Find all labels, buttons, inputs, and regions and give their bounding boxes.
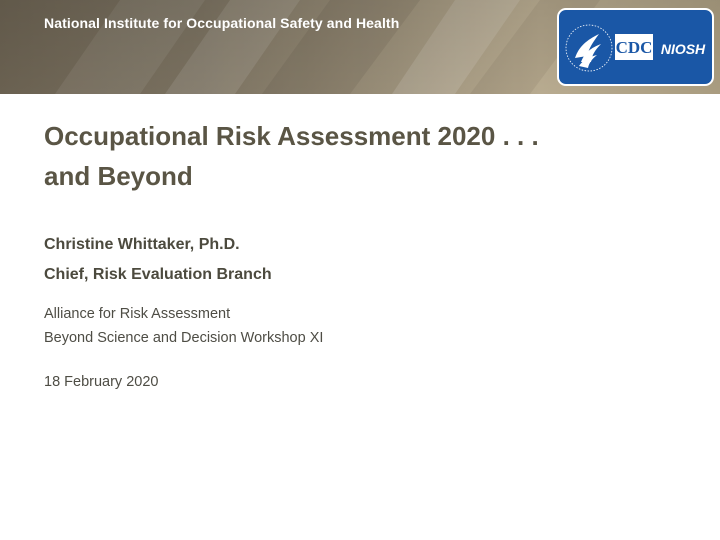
title-line-2: and Beyond: [44, 161, 193, 191]
event-organization: Alliance for Risk Assessment: [44, 306, 231, 322]
niosh-text: NIOSH: [660, 41, 706, 57]
cdc-niosh-logo[interactable]: [557, 8, 714, 86]
presenter-name: Christine Whittaker, Ph.D.: [44, 236, 240, 253]
presentation-date: 18 February 2020: [44, 374, 159, 390]
slide-title: [44, 116, 664, 196]
title-line-1: Occupational Risk Assessment 2020 . . .: [44, 121, 539, 151]
organization-name: National Institute for Occupational Safety and Health: [44, 15, 400, 31]
header-banner: [0, 0, 720, 94]
presenter-block: [44, 230, 272, 290]
event-workshop: Beyond Science and Decision Workshop XI: [44, 330, 324, 346]
hhs-eagle-emblem-icon: [566, 25, 612, 71]
event-block: [44, 302, 323, 350]
presenter-title: Chief, Risk Evaluation Branch: [44, 266, 272, 283]
cdc-text: CDC: [615, 38, 653, 57]
